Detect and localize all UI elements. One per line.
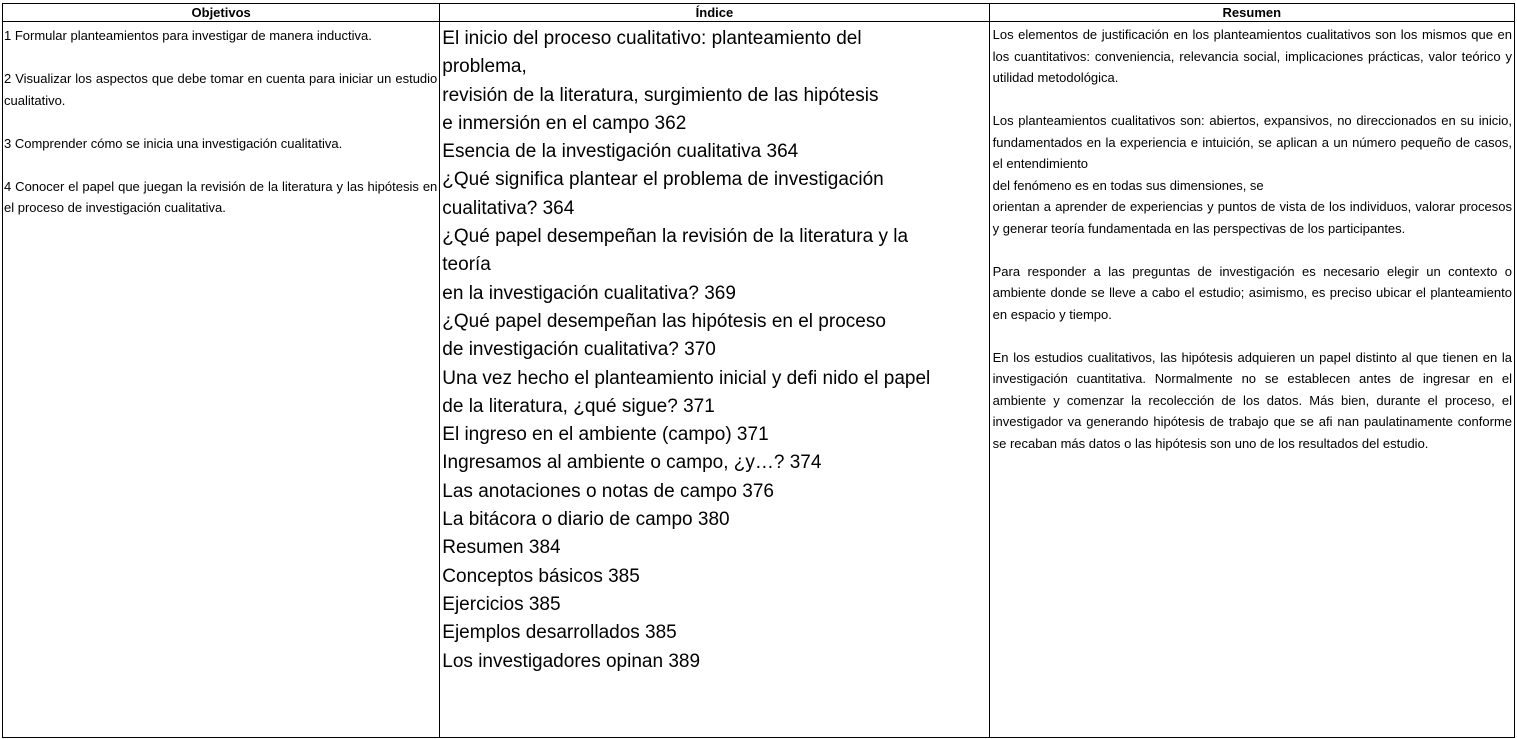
objetivo-item-3: 3 Comprender cómo se inicia una investigación cualitativa. xyxy=(4,135,343,151)
indice-line: Las anotaciones o notas de campo 376 xyxy=(442,480,774,502)
indice-line: de la literatura, ¿qué sigue? 371 xyxy=(442,395,715,417)
resumen-paragraph-4: En los estudios cualitativos, las hipótesis adquieren un papel distinto al que tienen en la investigación cuantitativa. Normalmente no se establecen antes de ingresar en el ambiente y comenzar la recolección de los datos. Más bien, durante el proceso, el investigador va generando hipótesis de trabajo que se afi nan paulatinamente conforme se recaban más datos o las hipótesis son uno de los resultados del estudio. xyxy=(992,349,1512,451)
indice-line: de investigación cualitativa? 370 xyxy=(442,339,716,361)
indice-line: ¿Qué papel desempeñan la revisión de la literatura y la xyxy=(442,226,909,248)
indice-list xyxy=(440,22,988,676)
indice-line: problema, xyxy=(442,56,527,78)
resumen-paragraph-2-part-3: orientan a aprender de experiencias y puntos de vista de los individuos, valorar procesos y generar teoría fundamentada en las perspectivas de los participantes. xyxy=(992,199,1512,236)
indice-line: Esencia de la investigación cualitativa 364 xyxy=(442,141,799,163)
cell-objetivos[interactable] xyxy=(3,22,440,738)
indice-line: ¿Qué significa plantear el problema de investigación xyxy=(442,169,884,191)
indice-line: Ejercicios 385 xyxy=(442,593,561,615)
spreadsheet-table xyxy=(2,3,1515,738)
resumen-paragraph-3: Para responder a las preguntas de investigación es necesario elegir un contexto o ambiente donde se lleve a cabo el estudio; asimismo, es preciso ubicar el planteamiento en espacio y tiempo. xyxy=(992,263,1512,322)
indice-line: e inmersión en el campo 362 xyxy=(442,112,687,134)
indice-line: El ingreso en el ambiente (campo) 371 xyxy=(442,424,769,446)
cell-resumen[interactable] xyxy=(989,22,1514,738)
resumen-paragraph-2-part-2: del fenómeno es en todas sus dimensiones, se xyxy=(992,177,1264,193)
objetivo-item-4: 4 Conocer el papel que juegan la revisión de la literatura y las hipótesis en el proceso de investigación cualitativa. xyxy=(4,178,438,215)
indice-line: La bitácora o diario de campo 380 xyxy=(442,509,730,531)
resumen-paragraph-1: Los elementos de justificación en los planteamientos cualitativos son los mismos que en los cuantitativos: conveniencia, relevancia social, implicaciones prácticas, valor teórico y utilidad metodológica. xyxy=(992,27,1512,85)
header-objetivos[interactable]: Objetivos xyxy=(3,4,440,22)
indice-line: Resumen 384 xyxy=(442,537,561,559)
indice-line: revisión de la literatura, surgimiento de las hipótesis xyxy=(442,84,879,106)
indice-line: Conceptos básicos 385 xyxy=(442,565,640,587)
header-row xyxy=(3,4,1515,22)
objetivo-item-1: 1 Formular planteamientos para investigar de manera inductiva. xyxy=(4,28,372,43)
resumen-paragraph-2 xyxy=(993,110,1512,239)
indice-line: El inicio del proceso cualitativo: planteamiento del xyxy=(442,28,862,49)
header-indice[interactable]: Índice xyxy=(440,4,989,22)
indice-line: ¿Qué papel desempeñan las hipótesis en el proceso xyxy=(442,310,886,332)
indice-line: Los investigadores opinan 389 xyxy=(442,650,701,672)
indice-line: cualitativa? 364 xyxy=(442,197,575,219)
indice-line: en la investigación cualitativa? 369 xyxy=(442,282,736,304)
indice-line: teoría xyxy=(442,254,491,276)
header-resumen[interactable]: Resumen xyxy=(989,4,1514,22)
indice-line: Ingresamos al ambiente o campo, ¿y…? 374 xyxy=(442,452,822,474)
resumen-paragraph-2-part-1: Los planteamientos cualitativos son: abiertos, expansivos, no direccionados en su inicio, fundamentados en la experiencia e intuición, se aplican a un número pequeño de casos, el entendimiento xyxy=(992,113,1512,171)
content-row xyxy=(3,22,1515,738)
indice-line: Ejemplos desarrollados 385 xyxy=(442,622,677,644)
cell-indice[interactable] xyxy=(440,22,989,738)
resumen-list xyxy=(990,22,1514,454)
indice-line: Una vez hecho el planteamiento inicial y defi nido el papel xyxy=(442,367,931,389)
objetivo-item-2: 2 Visualizar los aspectos que debe tomar en cuenta para iniciar un estudio cualitativo. xyxy=(4,71,438,108)
objetivos-list xyxy=(3,22,439,219)
